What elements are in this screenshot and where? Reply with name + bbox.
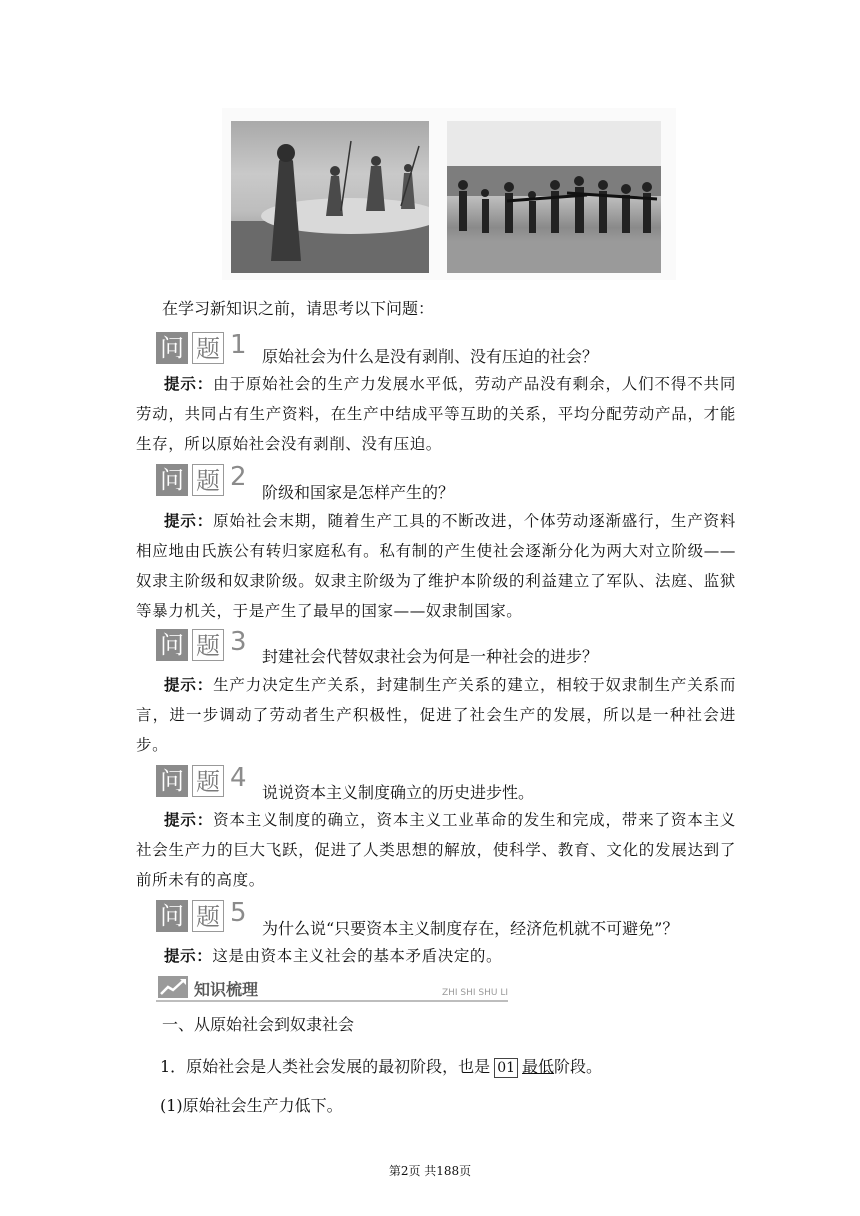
blank-answer: 最低 <box>522 1057 555 1076</box>
question-badge-2 <box>156 462 246 500</box>
question-badge-char: 问 <box>156 629 188 661</box>
hint-label: 提示： <box>164 810 214 829</box>
question-badge-char: 题 <box>192 464 224 496</box>
question-number: 2 <box>230 462 247 492</box>
hint-paragraph-4 <box>136 805 736 895</box>
hint-label: 提示： <box>164 946 213 965</box>
trend-chart-icon <box>158 976 188 998</box>
question-number: 5 <box>230 898 247 928</box>
question-text-1: 原始社会为什么是没有剥削、没有压迫的社会？ <box>262 347 599 366</box>
question-number: 4 <box>230 763 247 793</box>
blank-number-box: 01 <box>494 1058 518 1078</box>
question-badge-char: 题 <box>192 629 224 661</box>
question-text-4: 说说资本主义制度确立的历史进步性。 <box>262 783 535 802</box>
question-badge-char: 问 <box>156 464 188 496</box>
item-suffix: 阶段。 <box>554 1057 603 1076</box>
hint-text: 资本主义制度的确立，资本主义工业革命的发生和完成，带来了资本主义社会生产力的巨大飞跃，促进了人类思想的解放，使科学、教育、文化的发展达到了前所未有的高度。 <box>136 811 737 889</box>
hint-text: 由于原始社会的生产力发展水平低，劳动产品没有剩余，人们不得不共同劳动，共同占有生产资料，在生产中结成平等互助的关系，平均分配劳动产品，才能生存，所以原始社会没有剥削、没有压迫。 <box>136 375 737 453</box>
sub-item: (1)原始社会生产力低下。 <box>160 1096 343 1115</box>
hint-label: 提示： <box>164 374 214 393</box>
hint-label: 提示： <box>164 675 214 694</box>
knowledge-section-title: 知识梳理 <box>194 980 259 999</box>
hint-label: 提示： <box>164 511 214 530</box>
question-badge-3 <box>156 627 246 665</box>
question-badge-char: 题 <box>192 900 224 932</box>
intro-text: 在学习新知识之前，请思考以下问题： <box>162 299 435 318</box>
primitive-society-illustration <box>231 121 429 273</box>
hint-text: 生产力决定生产关系，封建制生产关系的建立，相较于奴隶制生产关系而言，进一步调动了劳动者生产积极性，促进了社会生产的发展，所以是一种社会进步。 <box>136 676 737 754</box>
question-badge-char: 题 <box>192 332 224 364</box>
hint-text: 这是由资本主义社会的基本矛盾决定的。 <box>212 947 503 965</box>
item-prefix: 1．原始社会是人类社会发展的最初阶段，也是 <box>160 1057 491 1076</box>
question-badge-char: 问 <box>156 900 188 932</box>
knowledge-section-bar <box>156 974 508 1002</box>
question-text-2: 阶级和国家是怎样产生的？ <box>262 483 455 502</box>
hint-paragraph-1 <box>136 369 736 459</box>
hint-paragraph-5 <box>136 941 736 971</box>
slave-society-illustration <box>447 121 661 273</box>
hint-paragraph-3 <box>136 670 736 760</box>
fill-blank-item <box>160 1054 602 1078</box>
hint-text: 原始社会末期，随着生产工具的不断改进，个体劳动逐渐盛行，生产资料相应地由氏族公有转归家庭私有。私有制的产生使社会逐渐分化为两大对立阶级——奴隶主阶级和奴隶阶级。奴隶主阶级为了维护本阶级的利益建立了军队、法庭、监狱等暴力机关，于是产生了最早的国家——奴隶制国家。 <box>136 512 737 620</box>
question-badge-5 <box>156 898 246 936</box>
question-badge-char: 问 <box>156 332 188 364</box>
question-text-3: 封建社会代替奴隶社会为何是一种社会的进步？ <box>262 647 599 666</box>
knowledge-section-pinyin: ZHI SHI SHU LI <box>441 988 508 998</box>
section-heading: 一、从原始社会到奴隶社会 <box>162 1015 355 1034</box>
question-badge-char: 问 <box>156 765 188 797</box>
question-badge-4 <box>156 763 246 801</box>
page-footer: 第2页 共188页 <box>388 1164 472 1178</box>
question-number: 3 <box>230 627 247 657</box>
question-badge-char: 题 <box>192 765 224 797</box>
question-text-5: 为什么说“只要资本主义制度存在，经济危机就不可避免”？ <box>262 919 679 938</box>
question-number: 1 <box>230 330 247 360</box>
hint-paragraph-2 <box>136 506 736 626</box>
section-divider <box>156 1000 508 1002</box>
question-badge-1 <box>156 330 246 368</box>
